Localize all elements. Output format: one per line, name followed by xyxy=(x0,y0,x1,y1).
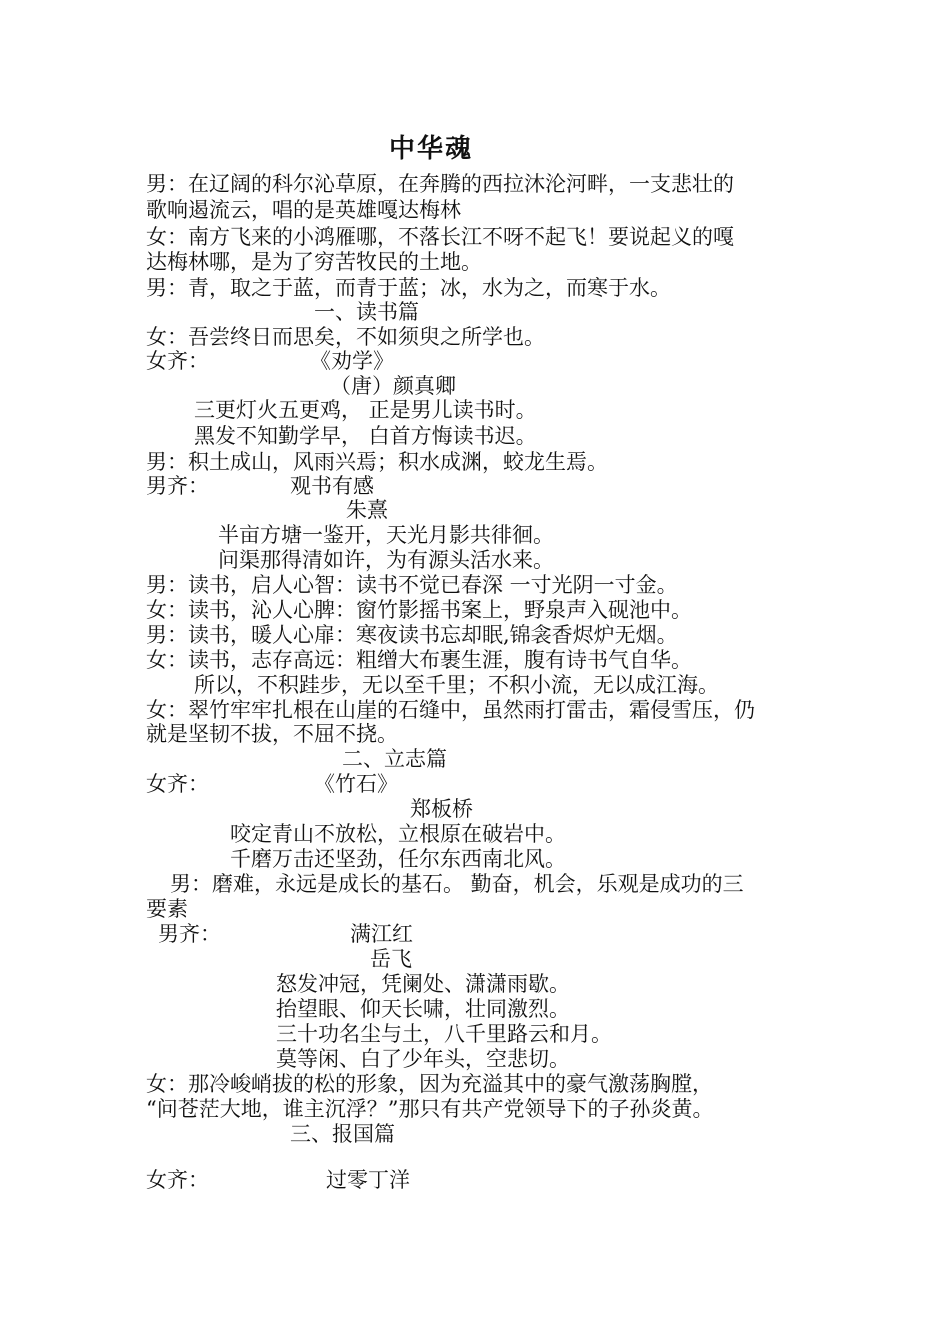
section-heading: 一、读书篇 xyxy=(314,300,419,324)
poem-line: 怒发冲冠，凭阑处、潇潇雨歇。 xyxy=(276,972,570,996)
poem-author: 岳飞 xyxy=(370,947,412,971)
document-title: 中华魂 xyxy=(388,134,473,164)
poem-title: 过零丁洋 xyxy=(326,1168,410,1192)
poem-line: 黑发不知勤学早， 白首方悔读书迟。 xyxy=(194,424,537,448)
text-line: 男：读书，暖人心扉：寒夜读书忘却眠,锦衾香烬炉无烟。 xyxy=(146,623,678,647)
speaker-label: 女齐： xyxy=(146,772,209,796)
poem-line: 半亩方塘一鉴开，天光月影共徘徊。 xyxy=(218,523,554,547)
poem-line: 三十功名尘与土，八千里路云和月。 xyxy=(276,1022,612,1046)
poem-line: 莫等闲、白了少年头，空悲切。 xyxy=(276,1047,570,1071)
poem-line: 三更灯火五更鸡， 正是男儿读书时。 xyxy=(194,398,537,422)
text-line: “问苍茫大地，谁主沉浮？”那只有共产党领导下的子孙炎黄。 xyxy=(146,1097,714,1121)
text-line: 女：吾尝终日而思矣，不如须臾之所学也。 xyxy=(146,325,545,349)
text-line: 女：翠竹牢牢扎根在山崖的石缝中，虽然雨打雷击，霜侵雪压，仍 xyxy=(146,698,755,722)
poem-line: 抬望眼、仰天长啸，壮同激烈。 xyxy=(276,997,570,1021)
text-line: 要素 xyxy=(146,897,188,921)
text-line: 女：读书，志存高远：粗缯大布裹生涯，腹有诗书气自华。 xyxy=(146,648,692,672)
text-line: 男：积土成山，风雨兴焉；积水成渊，蛟龙生焉。 xyxy=(146,450,608,474)
poem-title: 观书有感 xyxy=(290,474,374,498)
poem-line: 问渠那得清如许，为有源头活水来。 xyxy=(218,548,554,572)
poem-line: 咬定青山不放松，立根原在破岩中。 xyxy=(230,822,566,846)
speaker-label: 男齐： xyxy=(146,474,209,498)
poem-title: 《劝学》 xyxy=(310,349,394,373)
text-line: 男：在辽阔的科尔沁草原，在奔腾的西拉沐沦河畔，一支悲壮的 xyxy=(146,172,734,196)
poem-author: （唐）颜真卿 xyxy=(330,374,456,398)
text-line: 男：青，取之于蓝，而青于蓝；冰，水为之，而寒于水。 xyxy=(146,276,671,300)
speaker-label: 女齐： xyxy=(146,1168,209,1192)
text-line: 女：读书，沁人心脾：窗竹影摇书案上，野泉声入砚池中。 xyxy=(146,598,692,622)
text-line: 女：南方飞来的小鸿雁哪，不落长江不呀不起飞！要说起义的嘎 xyxy=(146,225,734,249)
poem-author: 郑板桥 xyxy=(410,797,473,821)
text-line: 所以，不积跬步，无以至千里；不积小流，无以成江海。 xyxy=(194,673,719,697)
text-line: 男：读书，启人心智：读书不觉已春深 一寸光阴一寸金。 xyxy=(146,573,678,597)
poem-line: 千磨万击还坚劲，任尔东西南北风。 xyxy=(230,847,566,871)
text-line: 就是坚韧不拔，不屈不挠。 xyxy=(146,722,398,746)
poem-title: 《竹石》 xyxy=(314,772,398,796)
speaker-label: 男齐： xyxy=(158,922,221,946)
text-line: 男：磨难，永远是成长的基石。 勤奋，机会，乐观是成功的三 xyxy=(170,872,744,896)
text-line: 女：那冷峻峭拔的松的形象，因为充溢其中的豪气激荡胸膛， xyxy=(146,1072,713,1096)
section-heading: 三、报国篇 xyxy=(290,1122,395,1146)
text-line: 达梅林哪，是为了穷苦牧民的土地。 xyxy=(146,250,482,274)
section-heading: 二、立志篇 xyxy=(342,747,447,771)
text-line: 歌响遏流云，唱的是英雄嘎达梅林 xyxy=(146,198,461,222)
speaker-label: 女齐： xyxy=(146,349,209,373)
poem-author: 朱熹 xyxy=(346,498,388,522)
poem-title: 满江红 xyxy=(350,922,413,946)
